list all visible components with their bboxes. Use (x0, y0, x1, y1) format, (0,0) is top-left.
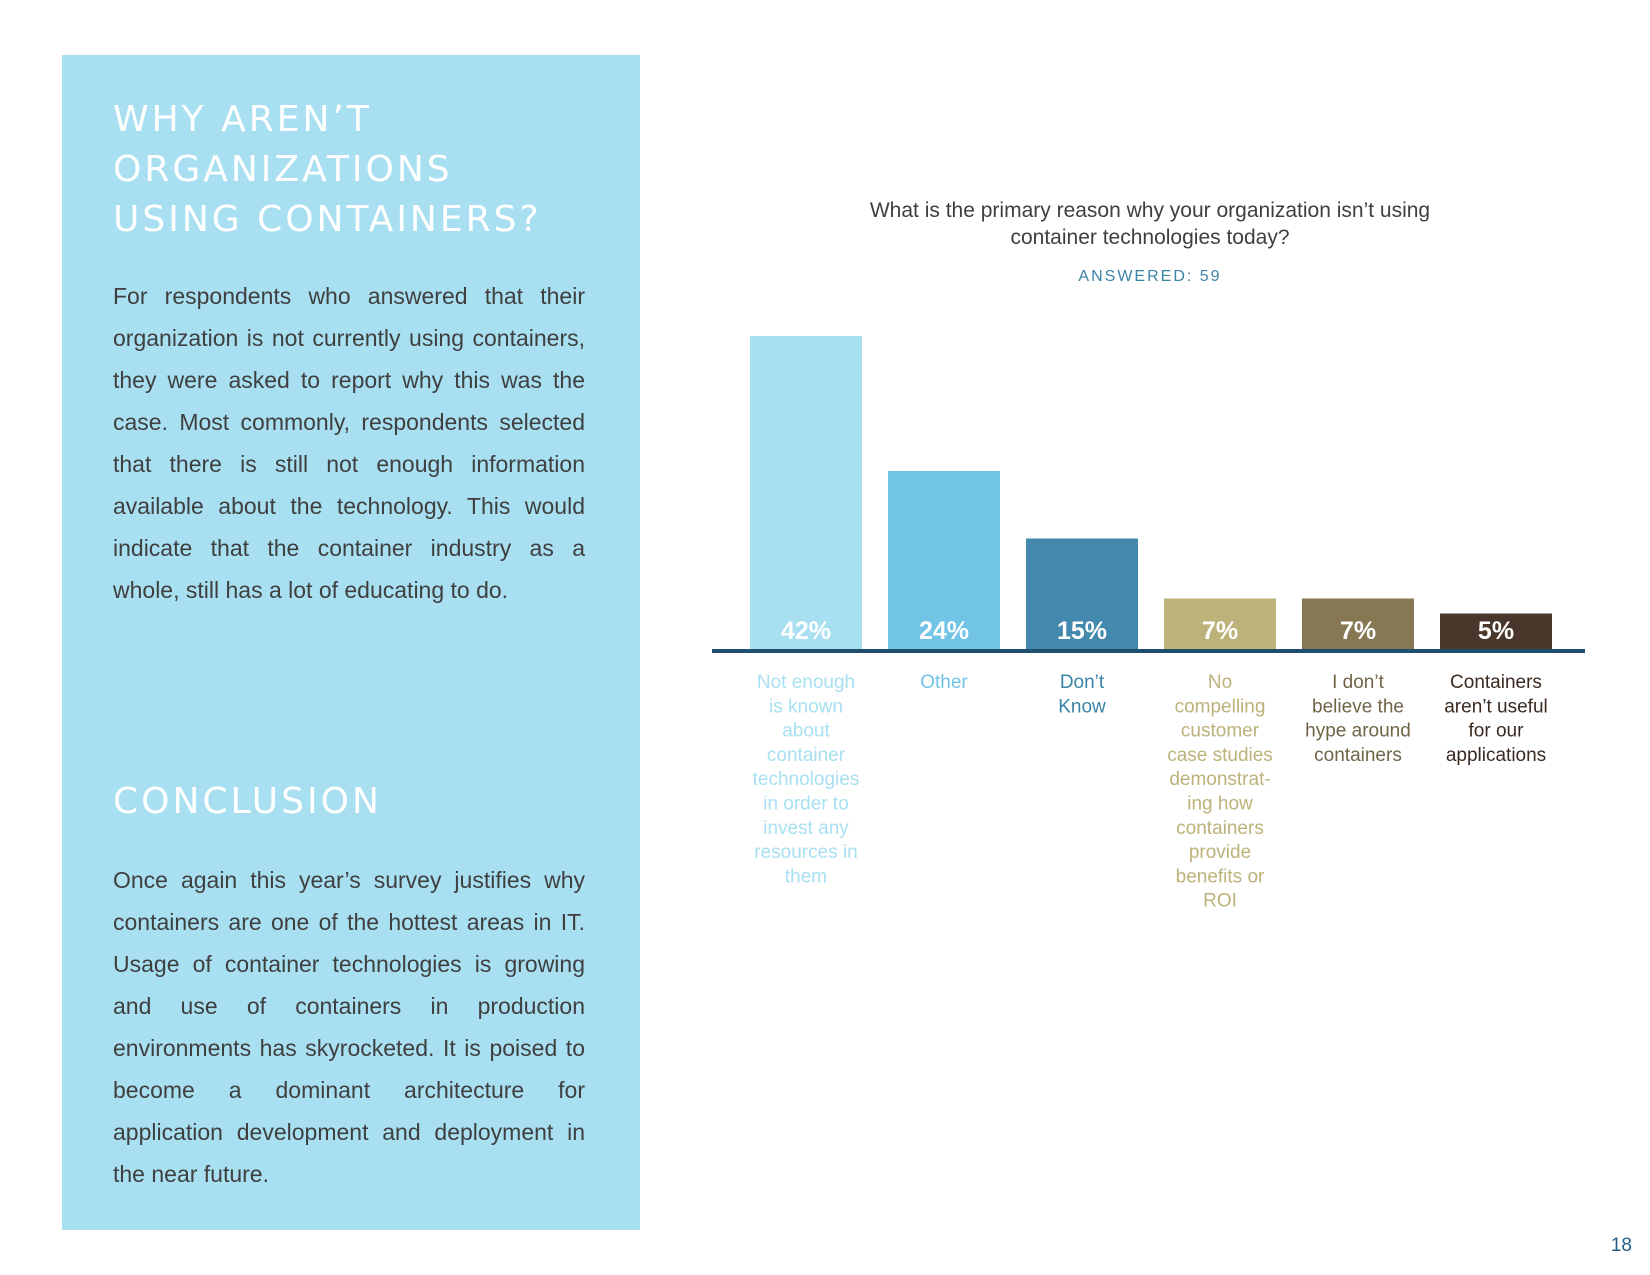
bar-value-label-4: 7% (1201, 617, 1239, 645)
body-paragraph-why: For respondents who answered that their organization is not currently using containers, they were asked to report why this was the case. Most commonly, respondents selected that there is still not enough information available about the technology. This would indicate that the container industry as a whole, still has a lot of educating to do. (113, 283, 585, 603)
category-label-line: technologies (752, 769, 860, 791)
category-label-line: Not enough (756, 672, 856, 693)
category-label-3 (1058, 672, 1106, 717)
category-label-line: ROI (1203, 890, 1237, 912)
category-label-line: containers (1176, 817, 1264, 839)
category-label-1 (753, 672, 860, 887)
category-label-line: them (784, 866, 828, 888)
category-label-line: ing how (1187, 793, 1253, 815)
category-label-line: believe the (1312, 696, 1404, 718)
category-label-line: about (782, 720, 830, 742)
bar-value-label-3: 15% (1056, 617, 1108, 645)
section-heading-conclusion: CONCLUSION (113, 781, 382, 822)
category-label-line: provide (1188, 842, 1252, 864)
category-label-line: invest any (763, 817, 849, 839)
section-heading-why: WHY AREN’T ORGANIZATIONS USING CONTAINERS? (113, 99, 542, 240)
category-label-line: Don’t (1059, 672, 1105, 693)
category-label-line: container (766, 744, 846, 766)
category-label-line: Other (920, 672, 968, 693)
category-label-2 (920, 672, 968, 693)
category-label-line: for our (1468, 720, 1524, 742)
category-label-line: customer (1180, 720, 1260, 742)
bar-value-label-2: 24% (918, 617, 970, 645)
bar-value-label-6: 5% (1477, 617, 1515, 645)
chart-subtitle: ANSWERED: 59 (1078, 268, 1222, 285)
category-label-6 (1444, 672, 1548, 766)
category-label-line: compelling (1174, 696, 1266, 718)
bar-1 (750, 336, 862, 651)
category-label-line: I don’t (1332, 672, 1384, 693)
category-label-4 (1167, 672, 1273, 912)
chart-baseline (712, 649, 1585, 653)
bar-value-label-1: 42% (780, 617, 832, 645)
page-number: 18 (1610, 1235, 1632, 1256)
chart-title: What is the primary reason why your organization isn’t using container technologies today? (869, 199, 1431, 249)
category-label-line: case studies (1167, 744, 1273, 766)
category-label-line: hype around (1305, 720, 1411, 742)
category-label-line: applications (1445, 744, 1547, 766)
category-label-line: benefits or (1175, 866, 1265, 888)
category-label-line: is known (769, 696, 843, 718)
category-label-line: Know (1058, 696, 1106, 718)
category-label-line: aren’t useful (1444, 696, 1548, 718)
category-label-line: in order to (763, 793, 849, 815)
body-paragraph-conclusion: Once again this year’s survey justifies why containers are one of the hottest areas in IT. Usage of container technologies is growing and use of containers in production environments has skyrocketed. It is poised to become a dominant architecture for application development and deployment in the near future. (113, 867, 585, 1187)
category-label-line: Containers (1450, 672, 1542, 693)
bar-value-label-5: 7% (1339, 617, 1377, 645)
category-label-line: demonstrat- (1169, 769, 1271, 791)
category-label-line: No (1207, 672, 1233, 693)
category-label-line: containers (1314, 744, 1402, 766)
category-label-line: resources in (754, 842, 858, 864)
category-label-5 (1305, 672, 1411, 766)
